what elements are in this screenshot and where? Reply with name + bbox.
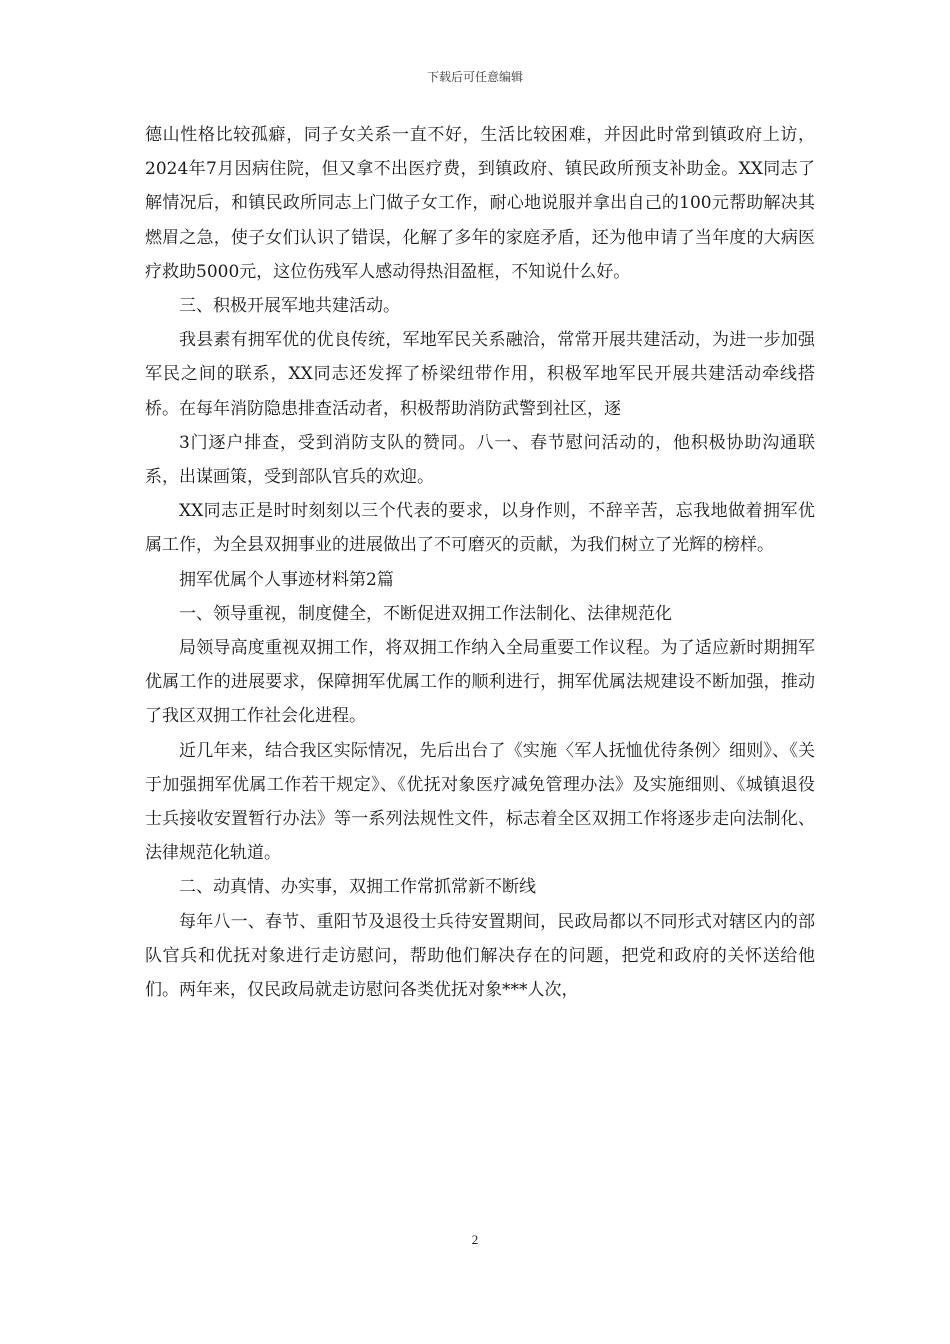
section-heading: 二、动真情、办实事，双拥工作常抓常新不断线 — [179, 877, 536, 898]
paragraph: 德山性格比较孤癖，同子女关系一直不好，生活比较困难，并因此时常到镇政府上访，2024年7月因病住院，但又拿不出医疗费，到镇政府、镇民政所预支补助金。XX同志了解情况后，和镇民政所同志上门做子女工作，耐心地说服并拿出自己的100元帮助解决其燃眉之急，使子女们认识了错误，化解了多年的家庭矛盾，还为他申请了当年度的大病医疗救助5000元，这位伤残军人感动得热泪盈框，不知说什么好。 — [145, 125, 815, 282]
paragraph: 3门逐户排查，受到消防支队的赞同。八一、春节慰问活动的，他积极协助沟通联系，出谋画策，受到部队官兵的欢迎。 — [145, 432, 815, 488]
document-body — [145, 118, 815, 1007]
page-header: 下载后可任意编辑 — [426, 70, 523, 84]
page-number: 2 — [471, 1232, 479, 1247]
paragraph: XX同志正是时时刻刻以三个代表的要求，以身作则，不辞辛苦，忘我地做着拥军优属工作，为全县双拥事业的进展做出了不可磨灭的贡献，为我们树立了光辉的榜样。 — [145, 501, 815, 556]
section-heading: 三、积极开展军地共建活动。 — [179, 296, 400, 317]
paragraph: 近几年来，结合我区实际情况，先后出台了《实施〈军人抚恤优待条例〉细则》、《关于加强拥军优属工作若干规定》、《优抚对象医疗减免管理办法》及实施细则、《城镇退役士兵接收安置暂行办法》等一系列法规性文件，标志着全区双拥工作将逐步走向法制化、法律规范化轨道。 — [145, 740, 815, 864]
paragraph: 局领导高度重视双拥工作，将双拥工作纳入全局重要工作议程。为了适应新时期拥军优属工作的进展要求，保障拥军优属工作的顺利进行，拥军优属法规建设不断加强，推动了我区双拥工作社会化进程。 — [145, 638, 815, 727]
section-heading: 一、领导重视，制度健全，不断促进双拥工作法制化、法律规范化 — [179, 603, 672, 624]
paragraph: 我县素有拥军优的优良传统，军地军民关系融洽，常常开展共建活动，为进一步加强军民之间的联系，XX同志还发挥了桥梁纽带作用，积极军地军民开展共建活动牵线搭桥。在每年消防隐患排查活动者，积极帮助消防武警到社区，逐 — [145, 330, 815, 419]
article-title: 拥军优属个人事迹材料第2篇 — [179, 569, 394, 590]
paragraph: 每年八一、春节、重阳节及退役士兵待安置期间，民政局都以不同形式对辖区内的部队官兵和优抚对象进行走访慰问，帮助他们解决存在的问题，把党和政府的关怀送给他们。两年来，仅民政局就走访慰问各类优抚对象***人次， — [145, 911, 815, 1001]
